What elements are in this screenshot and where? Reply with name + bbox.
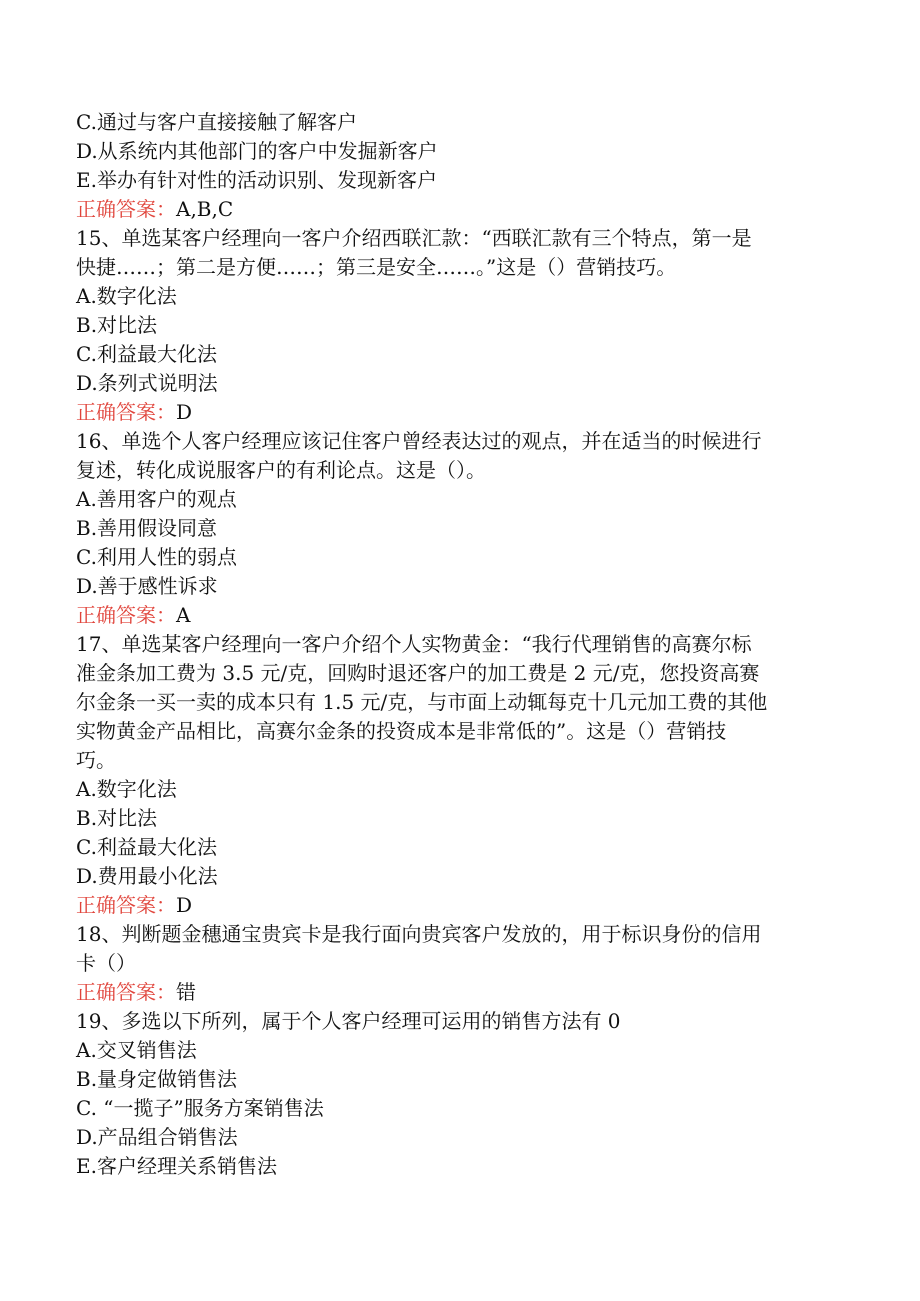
option-c: C.利益最大化法 (76, 835, 217, 859)
answer-label: 正确答案： (76, 603, 176, 627)
option-d: D.条列式说明法 (76, 371, 218, 395)
option-e: E.客户经理关系销售法 (76, 1154, 277, 1178)
answer-value: 错 (176, 980, 196, 1004)
option-c: C.利益最大化法 (76, 342, 217, 366)
question-15 (76, 224, 836, 427)
option-b: B.对比法 (76, 313, 158, 337)
answer-label: 正确答案： (76, 893, 176, 917)
question-text-line: 准金条加工费为 3.5 元/克，回购时退还客户的加工费是 2 元/克，您投资高赛 (76, 661, 760, 685)
option-c: C. “一揽子”服务方案销售法 (76, 1096, 324, 1120)
question-19 (76, 1007, 836, 1181)
answer-value: A (176, 603, 191, 627)
answer-label: 正确答案： (76, 197, 176, 221)
question-18 (76, 920, 836, 1007)
option-b: B.量身定做销售法 (76, 1067, 238, 1091)
question-text-line: 19、多选以下所列，属于个人客户经理可运用的销售方法有 0 (76, 1009, 621, 1033)
question-17 (76, 630, 836, 920)
option-e: E.举办有针对性的活动识别、发现新客户 (76, 168, 437, 192)
question-text-line: 卡（） (76, 951, 136, 975)
option-d: D.费用最小化法 (76, 864, 218, 888)
answer-line (76, 195, 836, 224)
option-d: D.产品组合销售法 (76, 1125, 238, 1149)
option-d: D.善于感性诉求 (76, 574, 218, 598)
answer-label: 正确答案： (76, 980, 176, 1004)
question-text-line: 尔金条一买一卖的成本只有 1.5 元/克，与市面上动辄每克十几元加工费的其他 (76, 690, 768, 714)
answer-label: 正确答案： (76, 400, 176, 424)
answer-line (76, 891, 836, 920)
option-a: A.数字化法 (76, 284, 177, 308)
question-text-line: 16、单选个人客户经理应该记住客户曾经表达过的观点，并在适当的时候进行 (76, 429, 762, 453)
question-text-line: 快捷……；第二是方便……；第三是安全……。”这是（）营销技巧。 (76, 255, 677, 279)
question-text-line: 18、判断题金穗通宝贵宾卡是我行面向贵宾客户发放的，用于标识身份的信用 (76, 922, 762, 946)
option-a: A.交叉销售法 (76, 1038, 197, 1062)
document-content (76, 108, 836, 1181)
question-16 (76, 427, 836, 630)
option-c: C.通过与客户直接接触了解客户 (76, 110, 357, 134)
question-text-line: 17、单选某客户经理向一客户介绍个人实物黄金：“我行代理销售的高赛尔标 (76, 632, 752, 656)
question-text-line: 复述，转化成说服客户的有利论点。这是（）。 (76, 458, 486, 482)
option-b: B.对比法 (76, 806, 158, 830)
answer-value: A,B,C (176, 197, 234, 221)
answer-line (76, 601, 836, 630)
question-14-tail (76, 108, 836, 224)
option-a: A.善用客户的观点 (76, 487, 237, 511)
question-text-line: 巧。 (76, 748, 116, 772)
question-text-line: 15、单选某客户经理向一客户介绍西联汇款：“西联汇款有三个特点，第一是 (76, 226, 752, 250)
answer-line (76, 978, 836, 1007)
answer-line (76, 398, 836, 427)
answer-value: D (176, 893, 193, 917)
answer-value: D (176, 400, 193, 424)
option-b: B.善用假设同意 (76, 516, 218, 540)
question-text-line: 实物黄金产品相比，高赛尔金条的投资成本是非常低的”。这是（）营销技 (76, 719, 727, 743)
option-d: D.从系统内其他部门的客户中发掘新客户 (76, 139, 438, 163)
option-c: C.利用人性的弱点 (76, 545, 237, 569)
option-a: A.数字化法 (76, 777, 177, 801)
